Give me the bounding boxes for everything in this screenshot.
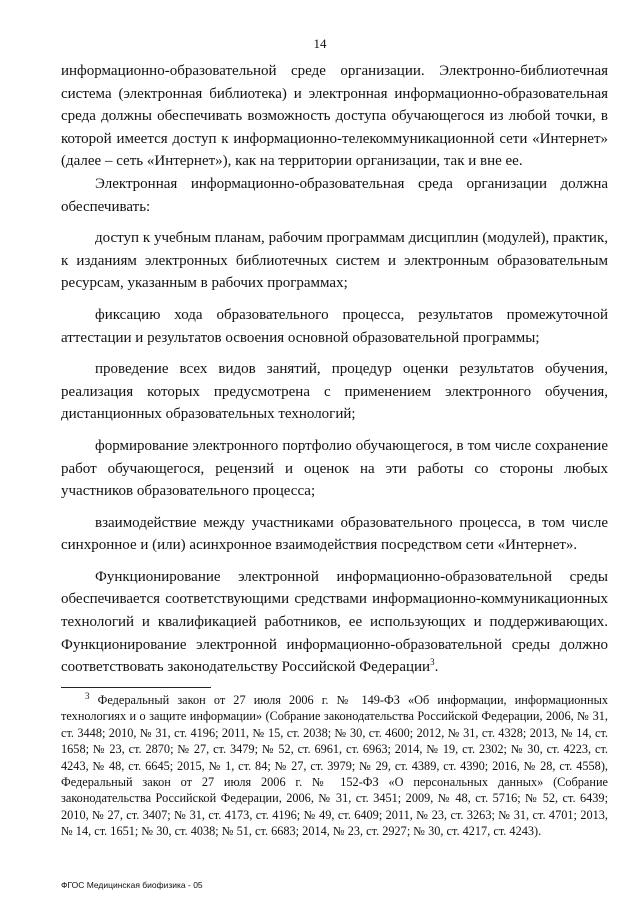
footnote-marker: 3	[85, 690, 90, 701]
list-item: формирование электронного портфолио обучающегося, в том числе сохранение работ обучающегося, рецензий и оценок на эти работы со стороны любых участников образовательного процесса;	[61, 437, 608, 500]
list-item: проведение всех видов занятий, процедур оценки результатов обучения, реализация которых предусмотрена с применением электронного обучения, дистанционных образовательных технологий;	[61, 361, 608, 423]
paragraph: Электронная информационно-образовательная среда организации должна обеспечивать:	[61, 175, 608, 215]
paragraph-tail: .	[434, 659, 439, 676]
footnote	[61, 692, 608, 840]
body-text	[61, 60, 608, 679]
paragraph	[61, 566, 608, 679]
paragraph: информационно-образовательной среде организации. Электронно-библиотечная система (электронная библиотека) и электронная информационно-образовательная среда должны обеспечивать возможность доступа обучающегося из любой точки, в которой имеется доступ к информационно-телекоммуникационной сети «Интернет» (далее – сеть «Интернет»), как на территории организации, так и вне ее.	[61, 63, 608, 170]
list-item: взаимодействие между участниками образовательного процесса, в том числе синхронное и (или) асинхронное взаимодействия посредством сети «Интернет».	[61, 514, 608, 554]
document-code: ФГОС Медицинская биофизика - 05	[61, 880, 203, 890]
footnote-reference[interactable]: 3	[430, 657, 435, 668]
list-item: фиксацию хода образовательного процесса, результатов промежуточной аттестации и результатов освоения основной образовательной программы;	[61, 306, 608, 346]
paragraph-text: Функционирование электронной информационно-образовательной среды обеспечивается соответствующими средствами информационно-коммуникационных технологий и квалификацией работников, ее использующих и поддерживающих. Функционирование электронной информационно-образовательной среды должно соответствовать законодательству Российской Федерации	[61, 568, 608, 676]
footnote-text: Федеральный закон от 27 июля 2006 г. № 149-ФЗ «Об информации, информационных технологиях и о защите информации» (Собрание законодательства Российской Федерации, 2006, № 31, ст. 3448; 2010, № 31, ст. 4196; 2011, № 15, ст. 2038; № 30, ст. 4600; 2012, № 31, ст. 4328; 2013, № 14, ст. 1658; № 23, ст. 2870; № 27, ст. 3479; № 52, ст. 6961, ст. 6963; 2014, № 19, ст. 2302; № 30, ст. 4223, ст. 4243, № 48, ст. 6645; 2015, № 1, ст. 84; № 27, ст. 3979; № 29, ст. 4389, ст. 4390; 2016, № 28, ст. 4558), Федеральный закон от 27 июля 2006 г. № 152-ФЗ «О персональных данных» (Собрание законодательства Российской Федерации, 2006, № 31, ст. 3451; 2009, № 48, ст. 5716; № 52, ст. 6439; 2010, № 27, ст. 3407; № 31, ст. 4173, ст. 4196; № 49, ст. 6409; 2011, № 23, ст. 3263; № 31, ст. 4701; 2013, № 14, ст. 1651; № 30, ст. 4038; № 51, ст. 6683; 2014, № 23, ст. 2927; № 30, ст. 4217, ст. 4243).	[61, 693, 608, 839]
footnote-divider	[61, 687, 211, 688]
page-number: 14	[313, 36, 327, 51]
list-item: доступ к учебным планам, рабочим программам дисциплин (модулей), практик, к изданиям электронных библиотечных систем и электронным образовательным ресурсам, указанным в рабочих программах;	[61, 230, 608, 292]
